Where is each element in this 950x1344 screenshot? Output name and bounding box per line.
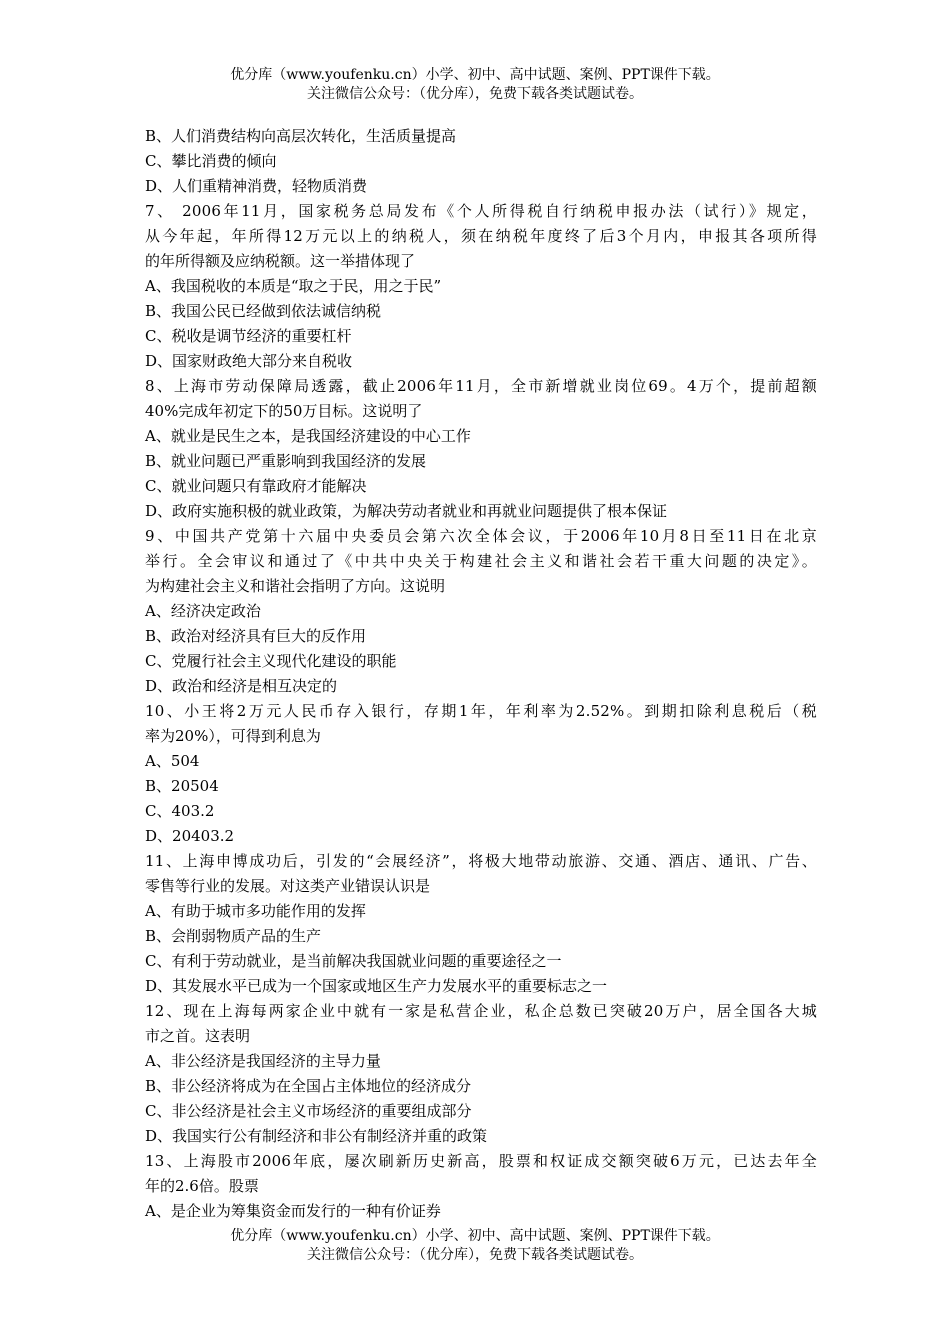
question-9-line: 为构建社会主义和谐社会指明了方向。这说明 (145, 577, 446, 595)
option-line: B、我国公民已经做到依法诚信纳税 (145, 302, 382, 320)
question-13-line: 年的2.6倍。股票 (145, 1177, 259, 1195)
question-9-line: 9、中国共产党第十六届中央委员会第六次全体会议，于2006年10月8日至11日在北京 (145, 527, 817, 545)
option-line: D、其发展水平已成为一个国家或地区生产力发展水平的重要标志之一 (145, 977, 608, 995)
option-line: C、非公经济是社会主义市场经济的重要组成部分 (145, 1102, 472, 1120)
text-line: C、攀比消费的倾向 (145, 152, 277, 170)
header-line-1: 优分库（www.youfenku.cn）小学、初中、高中试题、案例、PPT课件下载。 (230, 67, 720, 83)
option-line: A、504 (145, 752, 200, 770)
option-line: C、就业问题只有靠政府才能解决 (145, 477, 367, 495)
option-line: B、就业问题已严重影响到我国经济的发展 (145, 452, 427, 470)
option-line: B、政治对经济具有巨大的反作用 (145, 627, 367, 645)
option-line: C、党履行社会主义现代化建设的职能 (145, 652, 397, 670)
option-line: C、403.2 (145, 802, 215, 820)
footer-line-2: 关注微信公众号：（优分库），免费下载各类试题试卷。 (307, 1247, 643, 1263)
question-9-line: 举行。全会审议和通过了《中共中央关于构建社会主义和谐社会若干重大问题的决定》。 (145, 552, 817, 570)
question-7-line: 从今年起，年所得12万元以上的纳税人，须在纳税年度终了后3个月内，申报其各项所得 (145, 227, 817, 245)
question-12-line: 12、现在上海每两家企业中就有一家是私营企业，私企总数已突破20万户，居全国各大城 (145, 1002, 817, 1020)
option-line: A、我国税收的本质是“取之于民，用之于民” (145, 277, 442, 295)
footer-line-1: 优分库（www.youfenku.cn）小学、初中、高中试题、案例、PPT课件下载。 (230, 1228, 720, 1244)
question-8-line: 8、上海市劳动保障局透露，截止2006年11月，全市新增就业岗位69。4万个，提前超额 (145, 377, 817, 395)
option-line: D、国家财政绝大部分来自税收 (145, 352, 353, 370)
page-footer (0, 1227, 950, 1265)
option-line: A、是企业为筹集资金而发行的一种有价证券 (145, 1202, 441, 1220)
option-line: A、就业是民生之本，是我国经济建设的中心工作 (145, 427, 471, 445)
text-line: D、人们重精神消费，轻物质消费 (145, 177, 368, 195)
question-10-line: 率为20%），可得到利息为 (145, 727, 321, 745)
question-11-line: 11、上海申博成功后，引发的“会展经济”，将极大地带动旅游、交通、酒店、通讯、广告、 (145, 852, 817, 870)
option-line: D、20403.2 (145, 827, 235, 845)
option-line: D、政府实施积极的就业政策，为解决劳动者就业和再就业问题提供了根本保证 (145, 502, 668, 520)
text-line: B、人们消费结构向高层次转化，生活质量提高 (145, 127, 457, 145)
question-7-line: 的年所得额及应纳税额。这一举措体现了 (145, 252, 416, 270)
question-12-line: 市之首。这表明 (145, 1027, 251, 1045)
option-line: D、政治和经济是相互决定的 (145, 677, 338, 695)
option-line: B、20504 (145, 777, 219, 795)
option-line: A、经济决定政治 (145, 602, 261, 620)
option-line: A、有助于城市多功能作用的发挥 (145, 902, 366, 920)
question-11-line: 零售等行业的发展。对这类产业错误认识是 (145, 877, 431, 895)
option-line: C、税收是调节经济的重要杠杆 (145, 327, 352, 345)
option-line: D、我国实行公有制经济和非公有制经济并重的政策 (145, 1127, 488, 1145)
question-8-line: 40%完成年初定下的50万目标。这说明了 (145, 402, 423, 420)
option-line: C、有利于劳动就业，是当前解决我国就业问题的重要途径之一 (145, 952, 562, 970)
option-line: B、非公经济将成为在全国占主体地位的经济成分 (145, 1077, 472, 1095)
option-line: B、会削弱物质产品的生产 (145, 927, 322, 945)
question-13-line: 13、上海股市2006年底，屡次刷新历史新高，股票和权证成交额突破6万元，已达去年全 (145, 1152, 817, 1170)
header-line-2: 关注微信公众号：（优分库），免费下载各类试题试卷。 (307, 86, 643, 102)
question-7-line: 7、 2006年11月，国家税务总局发布《个人所得税自行纳税申报办法（试行）》规定， (145, 202, 817, 220)
option-line: A、非公经济是我国经济的主导力量 (145, 1052, 381, 1070)
document-body (145, 124, 817, 1224)
question-10-line: 10、小王将2万元人民币存入银行，存期1年，年利率为2.52%。到期扣除利息税后（税 (145, 702, 817, 720)
page-header (0, 66, 950, 104)
